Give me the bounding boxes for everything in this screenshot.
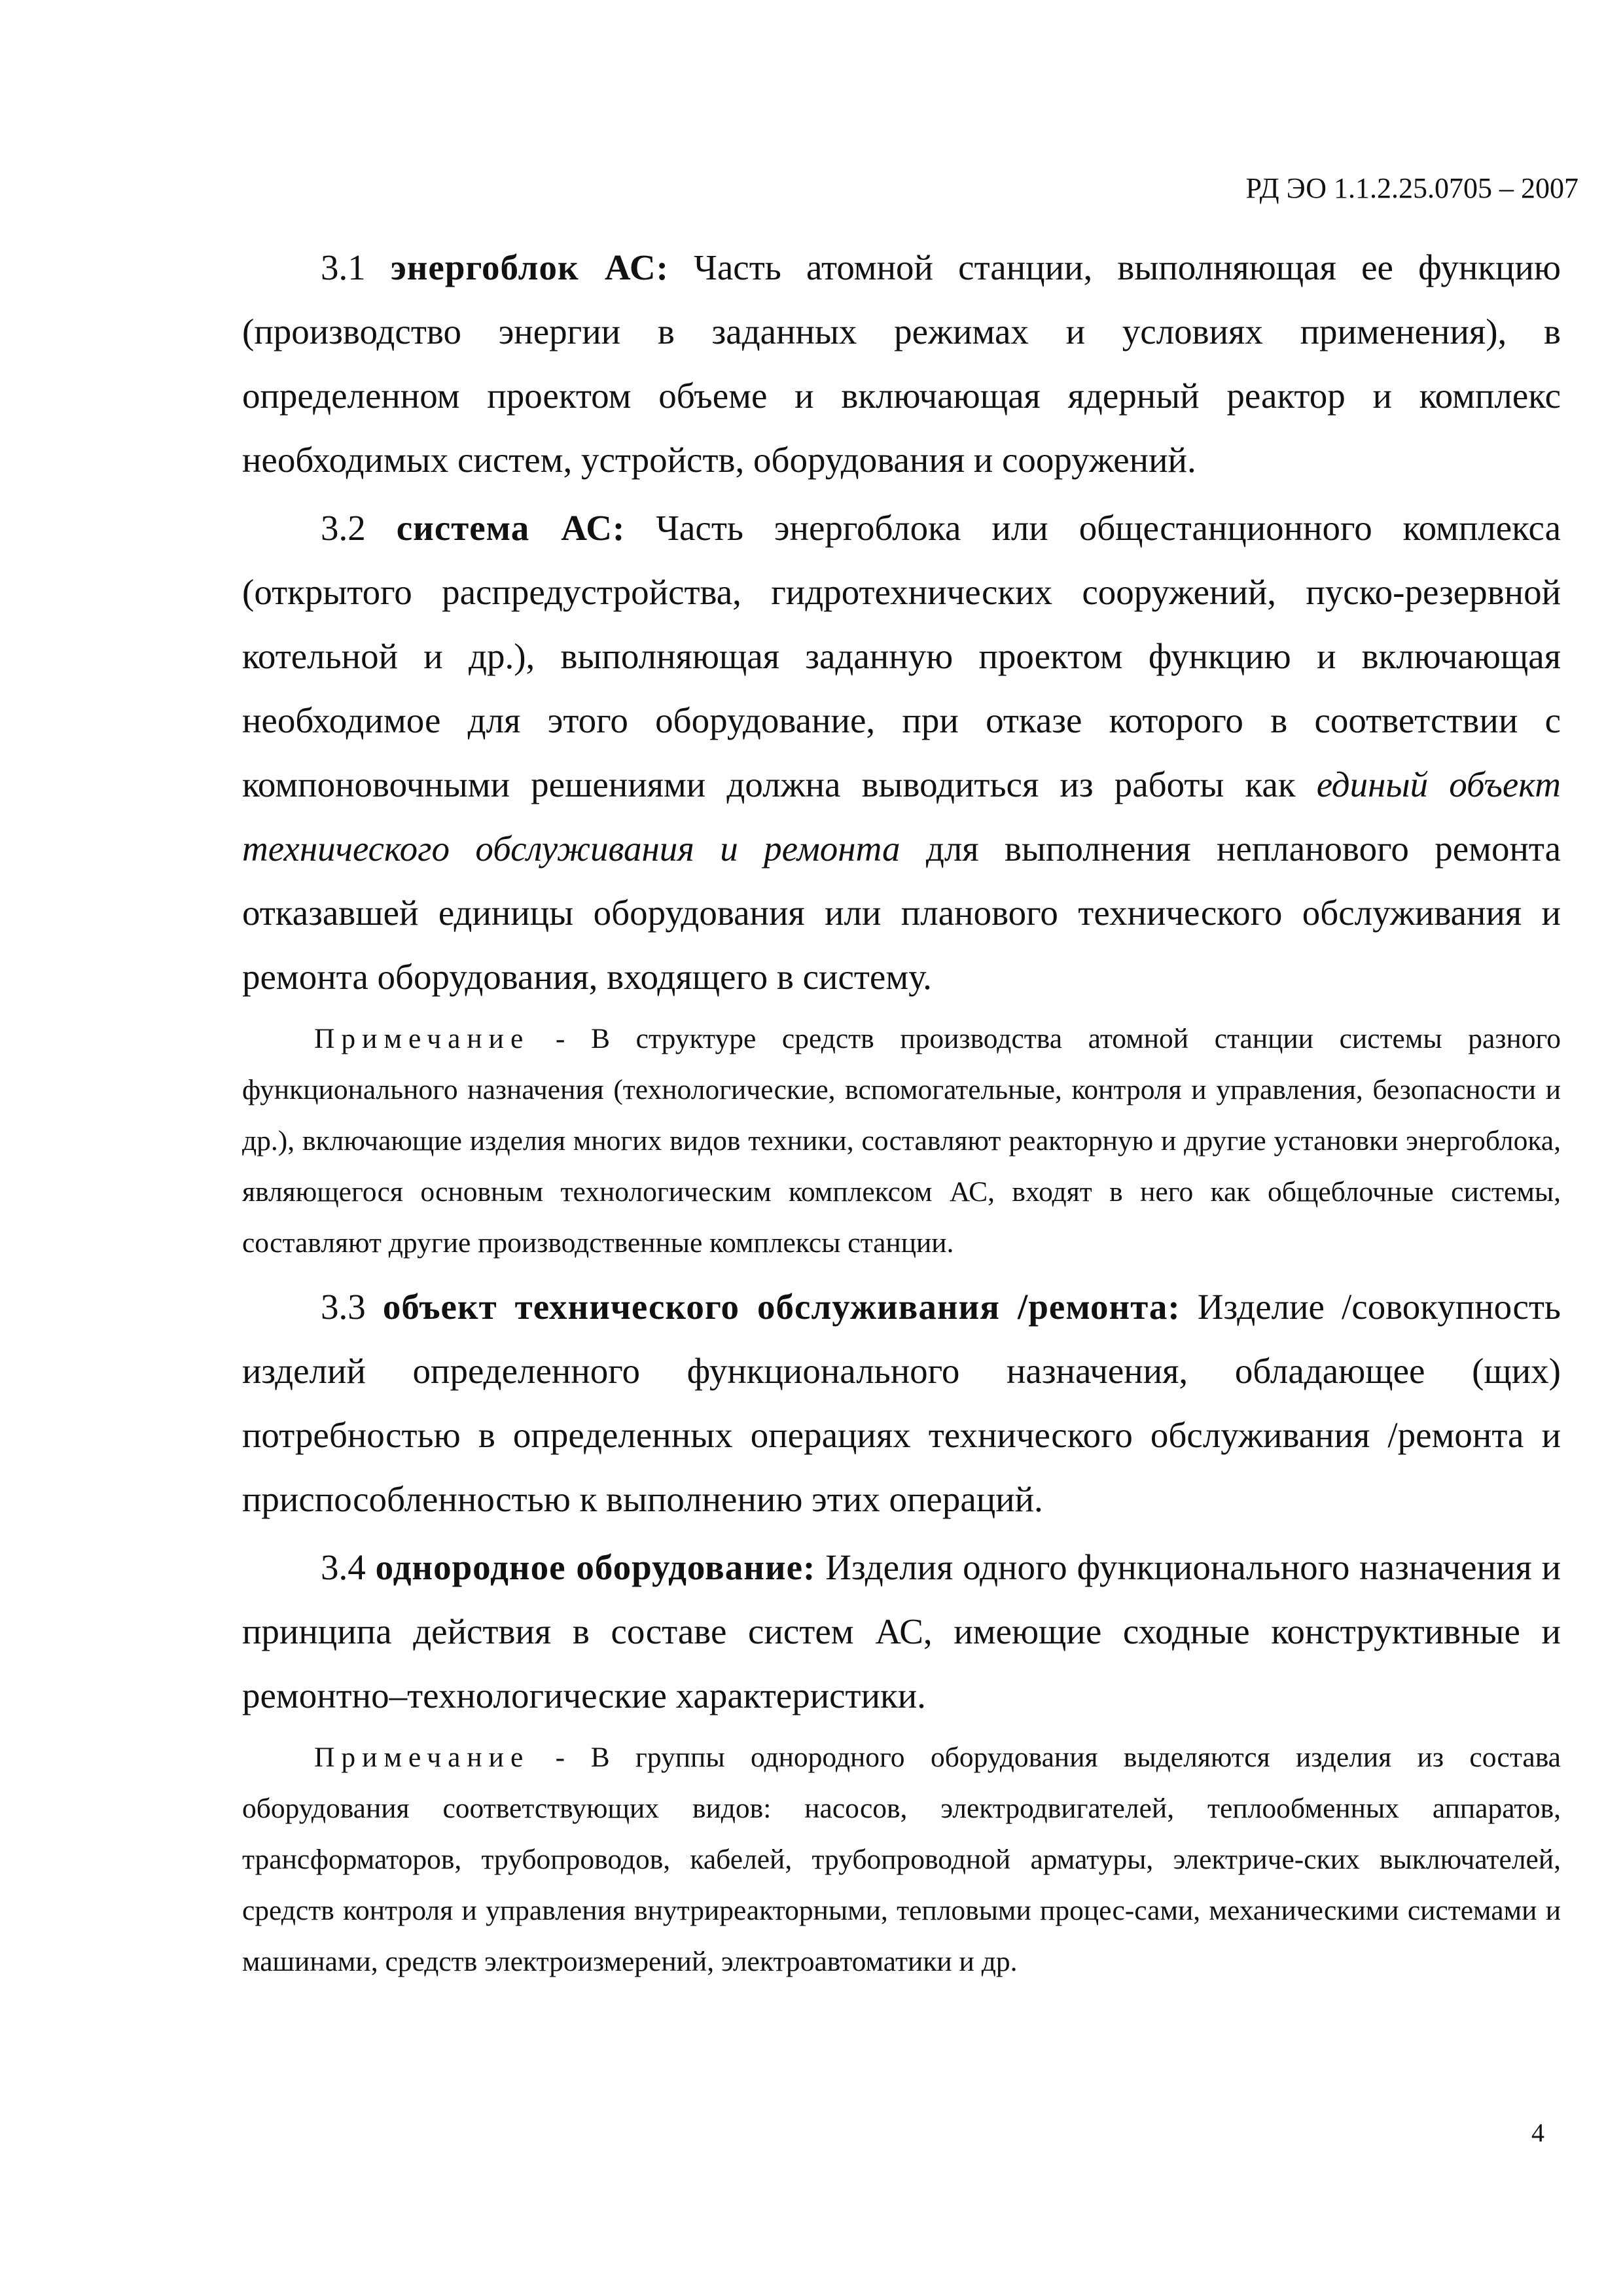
term-text-continued: для выполнения непланового ремонта отказавшей единицы оборудования или планового технического обслуживания и ремонта оборудования, входящего в систему.: [242, 829, 1561, 997]
term-name: однородное оборудование:: [375, 1547, 816, 1587]
term-number: 3.3: [321, 1287, 366, 1327]
term-name: система АС:: [396, 508, 626, 548]
term-definition-3-2: [242, 496, 1561, 1009]
note-1: [242, 1013, 1561, 1268]
note-separator: -: [529, 1023, 592, 1054]
term-definition-3-4: [242, 1535, 1561, 1728]
note-text: В структуре средств производства атомной станции системы разного функционального назначения (технологические, вспомогательные, контроля и управления, безопасности и др.), включающие изделия многих видов техники, составляют реакторную и другие установки энергоблока, являющегося основным технологическим комплексом АС, входят в него как общеблочные системы, составляют другие производственные комплексы станции.: [242, 1023, 1561, 1259]
document-body: [242, 236, 1561, 1994]
term-text: Часть атомной станции, выполняющая ее функцию (производство энергии в заданных режимах и условиях применения), в определенном проектом объеме и включающая ядерный реактор и комплекс необходимых систем, устройств, оборудования и сооружений.: [242, 247, 1561, 480]
term-number: 3.1: [321, 247, 366, 287]
term-text: Изделие /совокупность изделий определенного функционального назначения, обладающее (щих) потребностью в определенных операциях технического обслуживания /ремонта и приспособленностью к выполнению этих операций.: [242, 1287, 1561, 1519]
term-text: Часть энергоблока или общестанционного комплекса (открытого распредустройства, гидротехнических сооружений, пуско-резервной котельной и др.), выполняющая заданную проектом функцию и включающая необходимое для этого оборудование, при отказе которого в соответствии с компоновочными решениями должна выводиться из работы как: [242, 508, 1561, 804]
term-number: 3.2: [321, 508, 366, 548]
note-text: В группы однородного оборудования выделяются изделия из состава оборудования соответствующих видов: насосов, электродвигателей, теплообменных аппаратов, трансформаторов, трубопроводов, кабелей, трубопроводной арматуры, электриче-ских выключателей, средств контроля и управления внутриреакторными, тепловыми процес-сами, механическими системами и машинами, средств электроизмерений, электроавтоматики и др.: [242, 1742, 1561, 1977]
note-label: Примечание: [314, 1023, 530, 1054]
document-code: РД ЭО 1.1.2.25.0705 – 2007: [1245, 172, 1578, 204]
term-definition-3-3: [242, 1275, 1561, 1532]
note-2: [242, 1732, 1561, 1987]
term-name: объект технического обслуживания /ремонта:: [382, 1287, 1181, 1327]
note-label: Примечание: [314, 1742, 530, 1773]
page-number: 4: [1531, 2118, 1544, 2147]
term-text-italic: единый объект технического обслуживания и ремонта: [242, 764, 1561, 869]
term-text: Изделия одного функционального назначения и принципа действия в составе систем АС, имеющие сходные конструктивные и ремонтно–технологические характеристики.: [242, 1547, 1561, 1715]
term-number: 3.4: [321, 1547, 366, 1587]
term-name: энергоблок АС:: [390, 247, 669, 287]
note-separator: -: [529, 1742, 591, 1773]
term-definition-3-1: [242, 236, 1561, 492]
